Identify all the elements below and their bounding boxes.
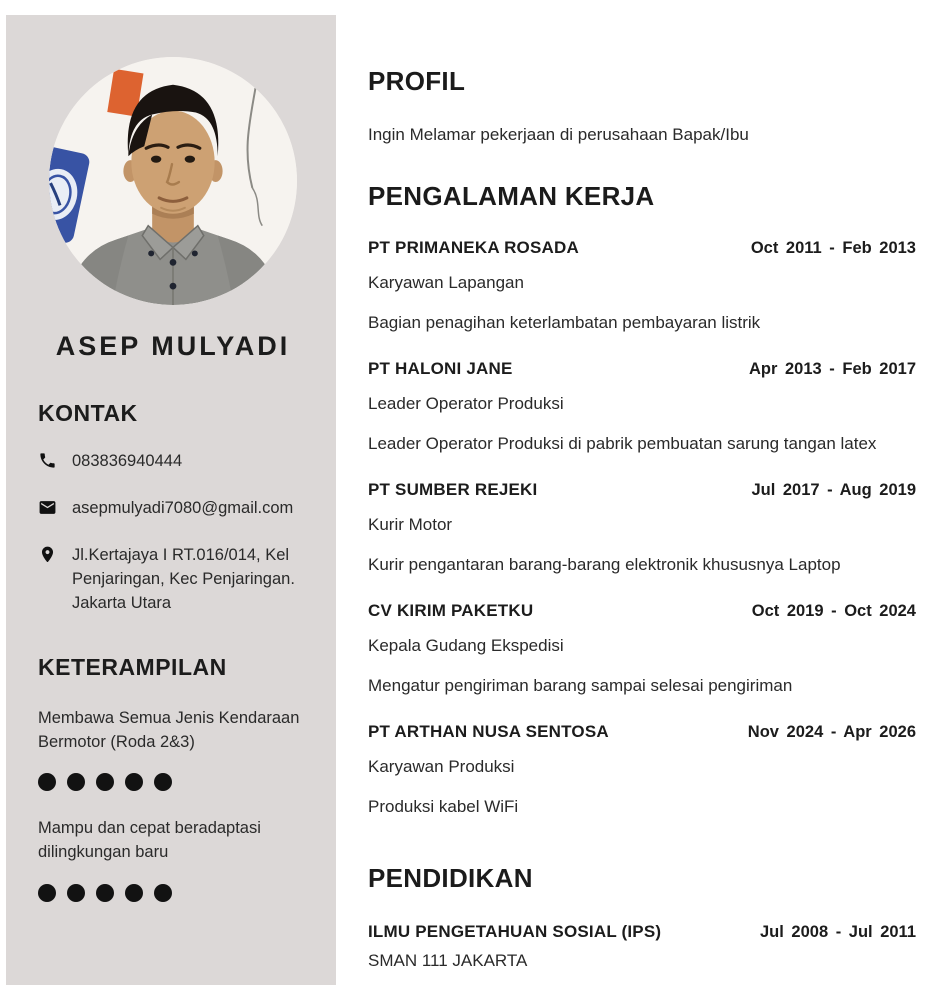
education-header xyxy=(368,922,916,942)
rating-dot xyxy=(96,884,114,902)
experience-section xyxy=(368,181,916,817)
rating-dot xyxy=(125,884,143,902)
education-heading: PENDIDIKAN xyxy=(368,863,533,893)
location-pin-icon xyxy=(38,545,57,564)
job-position: Kepala Gudang Ekspedisi xyxy=(368,636,564,655)
skill-item xyxy=(38,707,308,792)
job-description: Kurir pengantaran barang-barang elektronik khususnya Laptop xyxy=(368,555,841,574)
contact-address-value xyxy=(72,544,295,616)
skill-rating xyxy=(38,884,308,902)
job-company: CV KIRIM PAKETKU xyxy=(368,601,534,620)
education-dates: Jul 2008 - Jul 2011 xyxy=(759,923,916,941)
education-entry xyxy=(368,922,916,971)
job-entry xyxy=(368,359,916,454)
phone-icon xyxy=(38,451,57,470)
education-school: SMAN 111 JAKARTA xyxy=(368,951,528,970)
contact-address-row xyxy=(38,544,308,616)
education-program: ILMU PENGETAHUAN SOSIAL (IPS) xyxy=(368,922,662,941)
job-entry xyxy=(368,480,916,575)
address-line-3: Jakarta Utara xyxy=(72,593,172,612)
skills-list xyxy=(38,707,308,903)
resume-sidebar xyxy=(6,15,336,985)
experience-list xyxy=(368,238,916,817)
profile-photo xyxy=(49,57,297,305)
address-line-1: Jl.Kertajaya I RT.016/014, Kel xyxy=(72,545,290,564)
rating-dot xyxy=(125,773,143,791)
rating-dot xyxy=(154,773,172,791)
job-company: PT HALONI JANE xyxy=(368,359,513,378)
education-section xyxy=(368,863,916,971)
job-position: Kurir Motor xyxy=(368,515,453,534)
skill-item xyxy=(38,817,308,902)
job-entry xyxy=(368,601,916,696)
rating-dot xyxy=(67,884,85,902)
profil-heading: PROFIL xyxy=(368,66,466,96)
rating-dot xyxy=(38,884,56,902)
job-description: Produksi kabel WiFi xyxy=(368,797,519,816)
job-position: Karyawan Produksi xyxy=(368,757,515,776)
profil-text: Ingin Melamar pekerjaan di perusahaan Bapak/Ibu xyxy=(368,125,749,144)
contact-phone-row xyxy=(38,450,308,474)
profil-section xyxy=(368,66,916,145)
job-company: PT SUMBER REJEKI xyxy=(368,480,538,499)
experience-heading: PENGALAMAN KERJA xyxy=(368,181,655,211)
contact-email-row xyxy=(38,497,308,521)
job-dates: Nov 2024 - Apr 2026 xyxy=(747,723,916,741)
rating-dot xyxy=(154,884,172,902)
job-description: Mengatur pengiriman barang sampai selesai pengiriman xyxy=(368,676,793,695)
job-header xyxy=(368,601,916,621)
contact-list xyxy=(38,450,308,616)
candidate-name: ASEP MULYADI xyxy=(55,331,291,361)
job-description: Bagian penagihan keterlambatan pembayaran listrik xyxy=(368,313,761,332)
mail-icon xyxy=(38,498,57,517)
job-position: Karyawan Lapangan xyxy=(368,273,524,292)
job-header xyxy=(368,238,916,258)
skill-label: Mampu dan cepat beradaptasi dilingkungan baru xyxy=(38,819,261,862)
job-entry xyxy=(368,722,916,817)
address-line-2: Penjaringan, Kec Penjaringan. xyxy=(72,569,295,588)
job-dates: Oct 2019 - Oct 2024 xyxy=(751,602,916,620)
job-entry xyxy=(368,238,916,333)
profile-photo-illustration xyxy=(49,57,297,305)
job-header xyxy=(368,722,916,742)
job-dates: Jul 2017 - Aug 2019 xyxy=(751,481,916,499)
resume-main-column xyxy=(368,66,916,971)
job-header xyxy=(368,480,916,500)
job-header xyxy=(368,359,916,379)
job-description: Leader Operator Produksi di pabrik pembuatan sarung tangan latex xyxy=(368,434,877,453)
contact-phone-value: 083836940444 xyxy=(72,452,183,470)
rating-dot xyxy=(96,773,114,791)
rating-dot xyxy=(67,773,85,791)
education-list xyxy=(368,922,916,971)
kontak-heading: KONTAK xyxy=(38,400,138,426)
job-company: PT PRIMANEKA ROSADA xyxy=(368,238,579,257)
skill-rating xyxy=(38,773,308,791)
skill-label: Membawa Semua Jenis Kendaraan Bermotor (Roda 2&3) xyxy=(38,708,300,751)
keterampilan-heading: KETERAMPILAN xyxy=(38,653,227,680)
job-company: PT ARTHAN NUSA SENTOSA xyxy=(368,722,609,741)
contact-email-value: asepmulyadi7080@gmail.com xyxy=(72,498,294,517)
job-position: Leader Operator Produksi xyxy=(368,394,564,413)
rating-dot xyxy=(38,773,56,791)
job-dates: Apr 2013 - Feb 2017 xyxy=(749,360,916,378)
job-dates: Oct 2011 - Feb 2013 xyxy=(750,239,916,257)
